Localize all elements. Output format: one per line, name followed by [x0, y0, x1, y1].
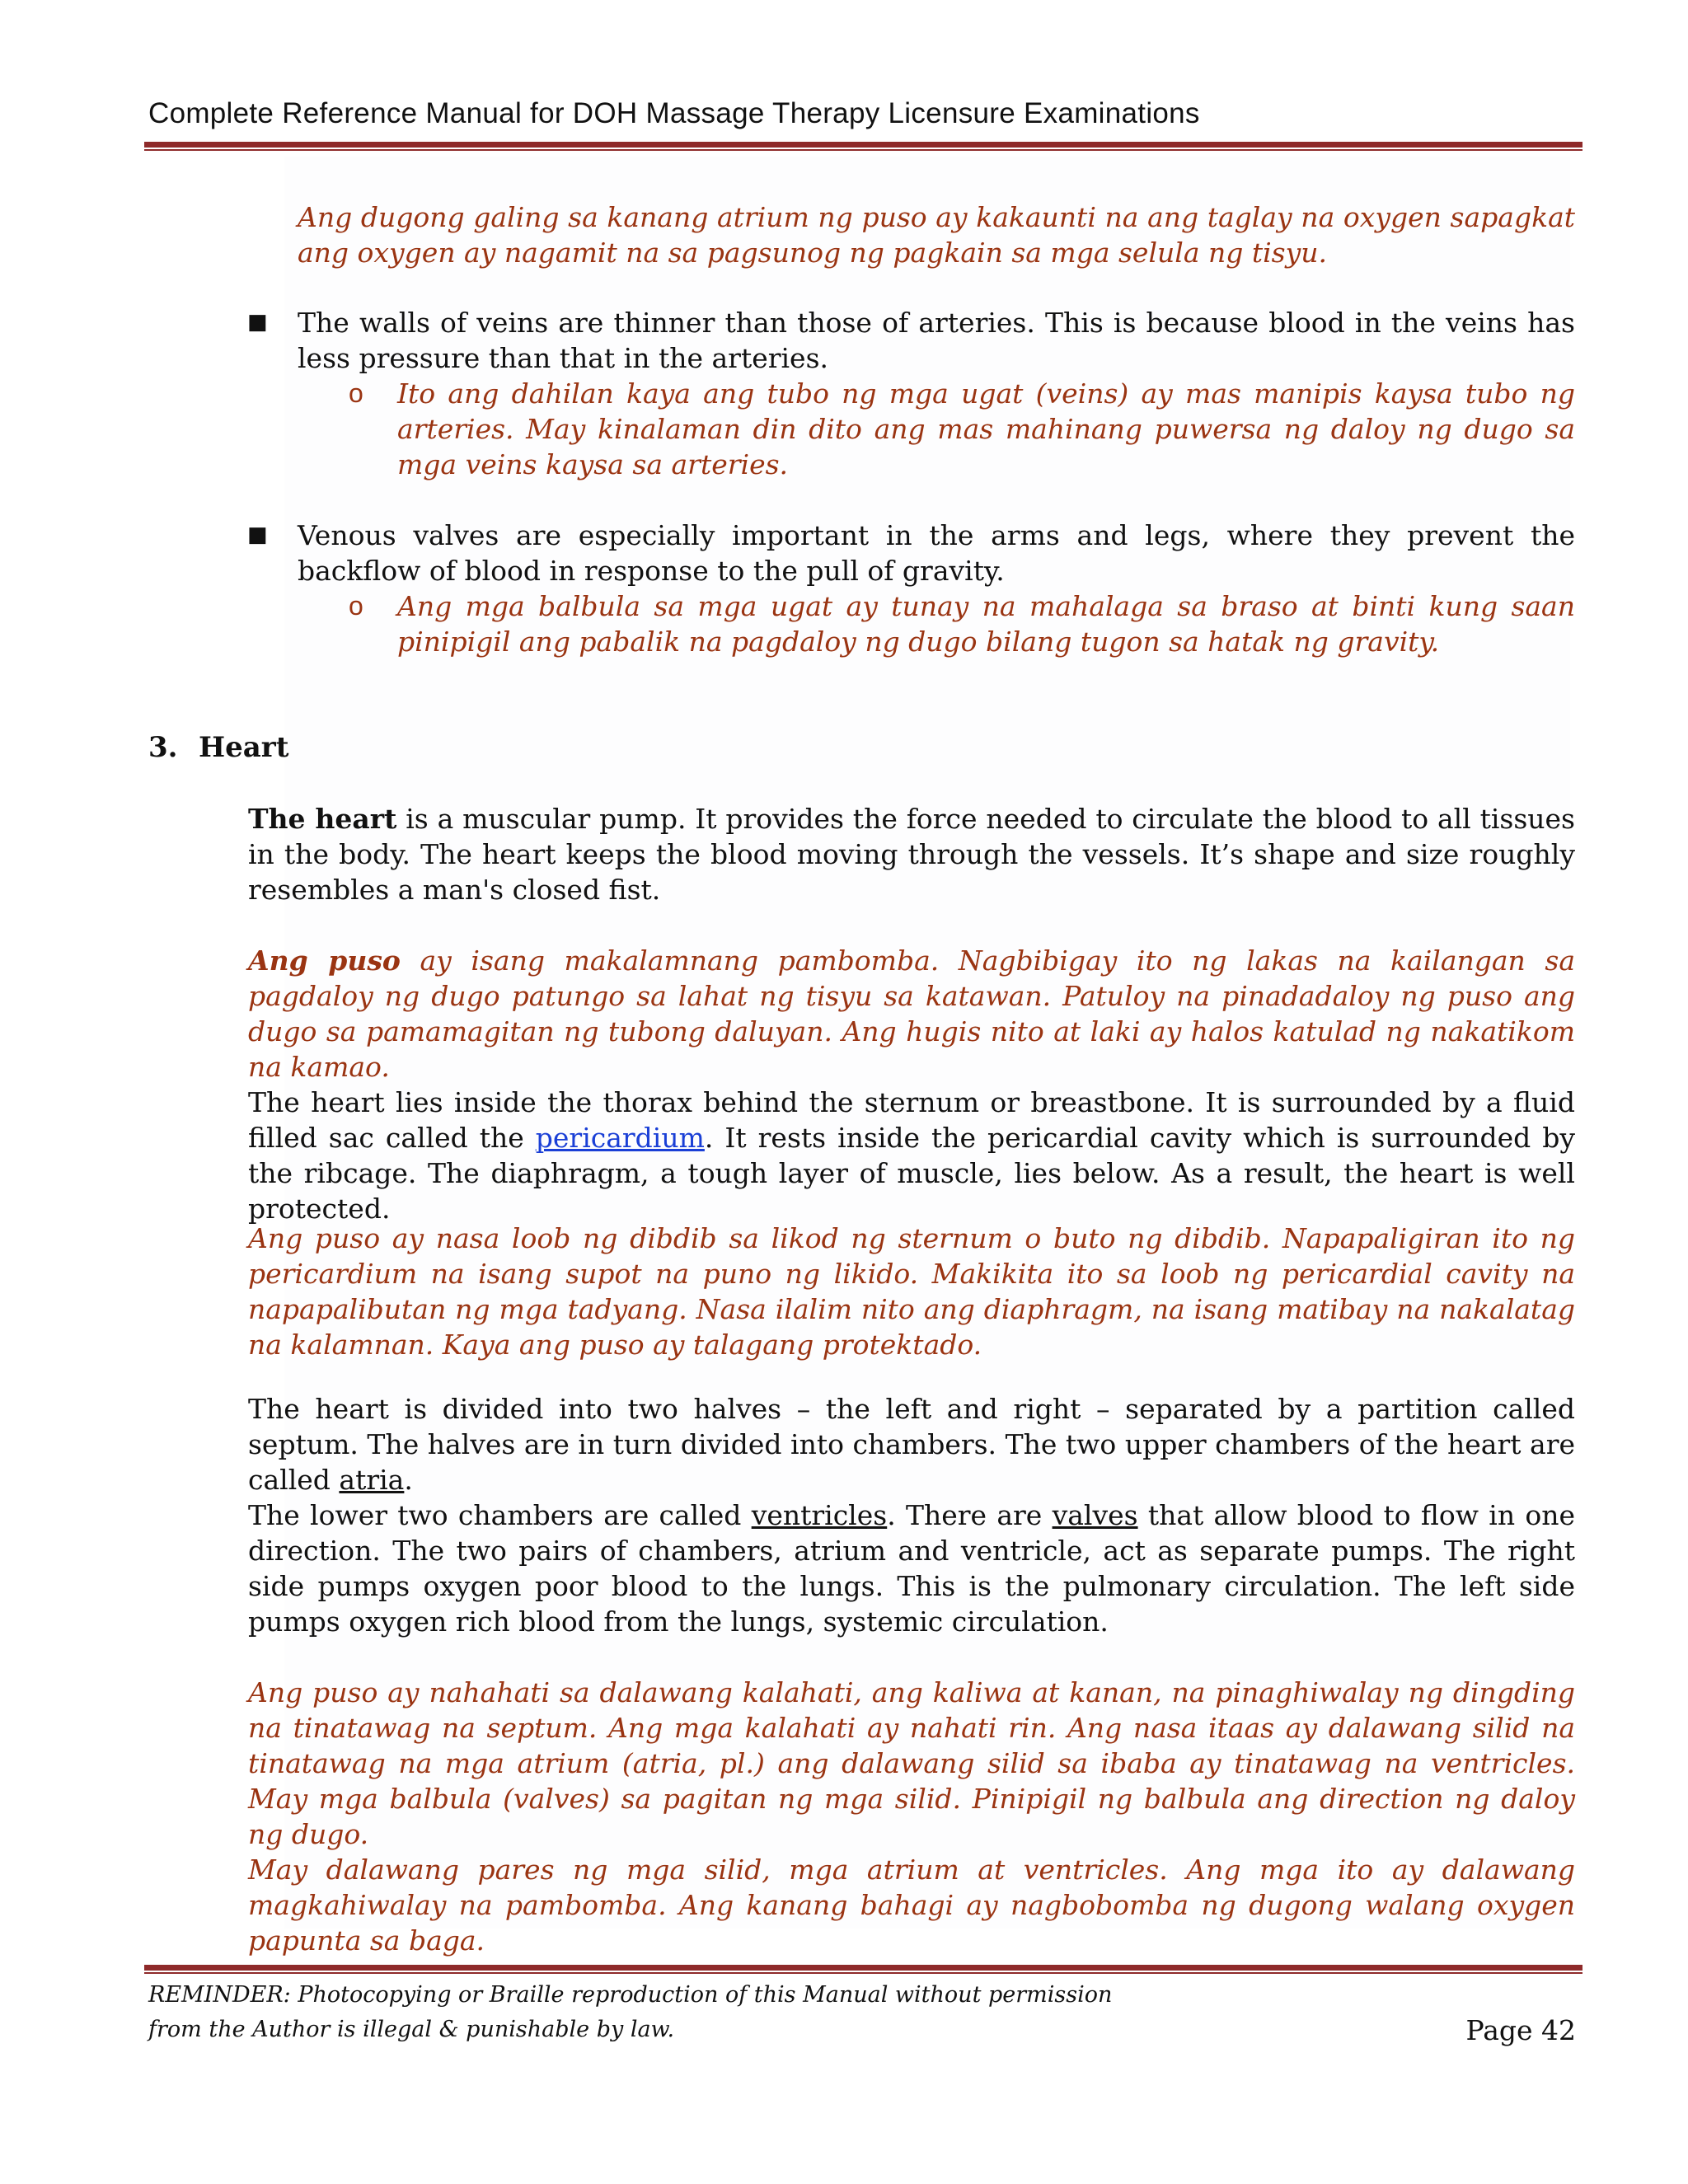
reminder-line-2: from the Author is illegal & punishable by law.	[148, 2017, 675, 2042]
reminder-line-1: REMINDER: Photocopying or Braille reproduction of this Manual without permission	[148, 1982, 1113, 2008]
page-number: Page 42	[1465, 2014, 1576, 2046]
heart-paragraph-3	[248, 1391, 1575, 1497]
heart-paragraph-2	[248, 1085, 1575, 1226]
section-number: 3.	[148, 731, 178, 764]
heart-paragraph-2-text-b: . It rests inside the pericardial cavity which is surrounded by the ribcage. The diaphragm, a tough layer of muscle, lies below. As a result, the heart is well protected.	[248, 1122, 1575, 1225]
heart-paragraph-1-text: is a muscular pump. It provides the force needed to circulate the blood to all tissues in the body. The heart keeps the blood moving through the vessels. It’s shape and size roughly resembles a man's closed fist.	[248, 803, 1575, 906]
running-header: Complete Reference Manual for DOH Massage Therapy Licensure Examinations	[148, 97, 1200, 129]
bullet-venous-valves: Venous valves are especially important in the arms and legs, where they prevent the backflow of blood in response to the pull of gravity.	[298, 519, 1575, 587]
heart-term: The heart	[248, 803, 397, 835]
bullet-veins-walls-tagalog: Ito ang dahilan kaya ang tubo ng mga ugat (veins) ay mas manipis kaysa tubo ng arteries. May kinalaman din dito ang mas mahinang puwersa ng daloy ng dugo sa mga veins kaysa sa arteries.	[397, 377, 1575, 480]
heart-paragraph-4	[248, 1497, 1575, 1639]
heart-paragraph-3-end: .	[404, 1464, 413, 1496]
bullet-veins-walls: The walls of veins are thinner than those of arteries. This is because blood in the veins has less pressure than that in the arteries.	[298, 307, 1575, 374]
section-heading-heart: Heart	[199, 731, 289, 764]
square-bullet-icon: ■	[247, 523, 268, 547]
heart-paragraph-4-text-a: The lower two chambers are called	[248, 1499, 752, 1531]
heart-paragraph-1-tagalog	[248, 943, 1575, 1085]
intro-tagalog-paragraph: Ang dugong galing sa kanang atrium ng puso ay kakaunti na ang taglay na oxygen sapagkat ang oxygen ay nagamit na sa pagsunog ng pagkain sa mga selula ng tisyu.	[298, 201, 1575, 269]
pericardium-link[interactable]: pericardium	[535, 1122, 705, 1154]
valves-term: valves	[1052, 1499, 1138, 1531]
circle-bullet-icon: o	[349, 378, 363, 408]
heart-paragraph-2-text-a: The heart lies inside the thorax behind the sternum or breastbone. It is surrounded by a fluid filled sac called the	[248, 1086, 1575, 1154]
square-bullet-icon: ■	[247, 310, 268, 335]
heart-paragraph-4-text-b: . There are	[887, 1499, 1053, 1531]
heart-paragraph-1-tagalog-text: ay isang makalamnang pambomba. Nagbibigay ito ng lakas na kailangan sa pagdaloy ng dugo patungo sa lahat ng tisyu sa katawan. Patuloy na pinadadaloy ng puso ang dugo sa pamamagitan ng tubong daluyan. Ang hugis nito at laki ay halos katulad ng nakatikom na kamao.	[248, 944, 1575, 1083]
heart-paragraph-4-tagalog: May dalawang pares ng mga silid, mga atrium at ventricles. Ang mga ito ay dalawang magkahiwalay na pambomba. Ang kanang bahagi ay nagbobomba ng dugong walang oxygen papunta sa baga.	[248, 1854, 1575, 1957]
bullet-venous-valves-tagalog: Ang mga balbula sa mga ugat ay tunay na mahalaga sa braso at binti kung saan pinipigil ang pabalik na pagdaloy ng dugo bilang tugon sa hatak ng gravity.	[397, 590, 1575, 658]
atria-term: atria	[339, 1464, 405, 1496]
heart-paragraph-3-tagalog: Ang puso ay nahahati sa dalawang kalahati, ang kaliwa at kanan, na pinaghiwalay ng dingding na tinatawag na septum. Ang mga kalahati ay nahati rin. Ang nasa itaas ay dalawang silid na tinatawag na mga atrium (atria, pl.) ang dalawang silid sa ibaba ay tinatawag na ventricles. May mga balbula (valves) sa pagitan ng mga silid. Pinipigil ng balbula ang direction ng daloy ng dugo.	[248, 1676, 1575, 1850]
heart-paragraph-3-text: The heart is divided into two halves – the left and right – separated by a partition called septum. The halves are in turn divided into chambers. The two upper chambers of the heart are called	[248, 1393, 1575, 1496]
circle-bullet-icon: o	[349, 591, 363, 621]
heart-paragraph-1	[248, 801, 1575, 907]
heart-paragraph-2-tagalog: Ang puso ay nasa loob ng dibdib sa likod ng sternum o buto ng dibdib. Napapaligiran ito ng pericardium na isang supot na puno ng likido. Makikita ito sa loob ng pericardial cavity na napapalibutan ng mga tadyang. Nasa ilalim nito ang diaphragm, na isang matibay na nakalatag na kalamnan. Kaya ang puso ay talagang protektado.	[248, 1222, 1575, 1361]
ventricles-term: ventricles	[751, 1499, 888, 1531]
heart-paragraph-4-text-c: that allow blood to flow in one direction. The two pairs of chambers, atrium and ventricle, act as separate pumps. The right side pumps oxygen poor blood to the lungs. This is the pulmonary circulation. The left side pumps oxygen rich blood from the lungs, systemic circulation.	[248, 1499, 1575, 1638]
heart-term-tagalog: Ang puso	[248, 944, 401, 977]
